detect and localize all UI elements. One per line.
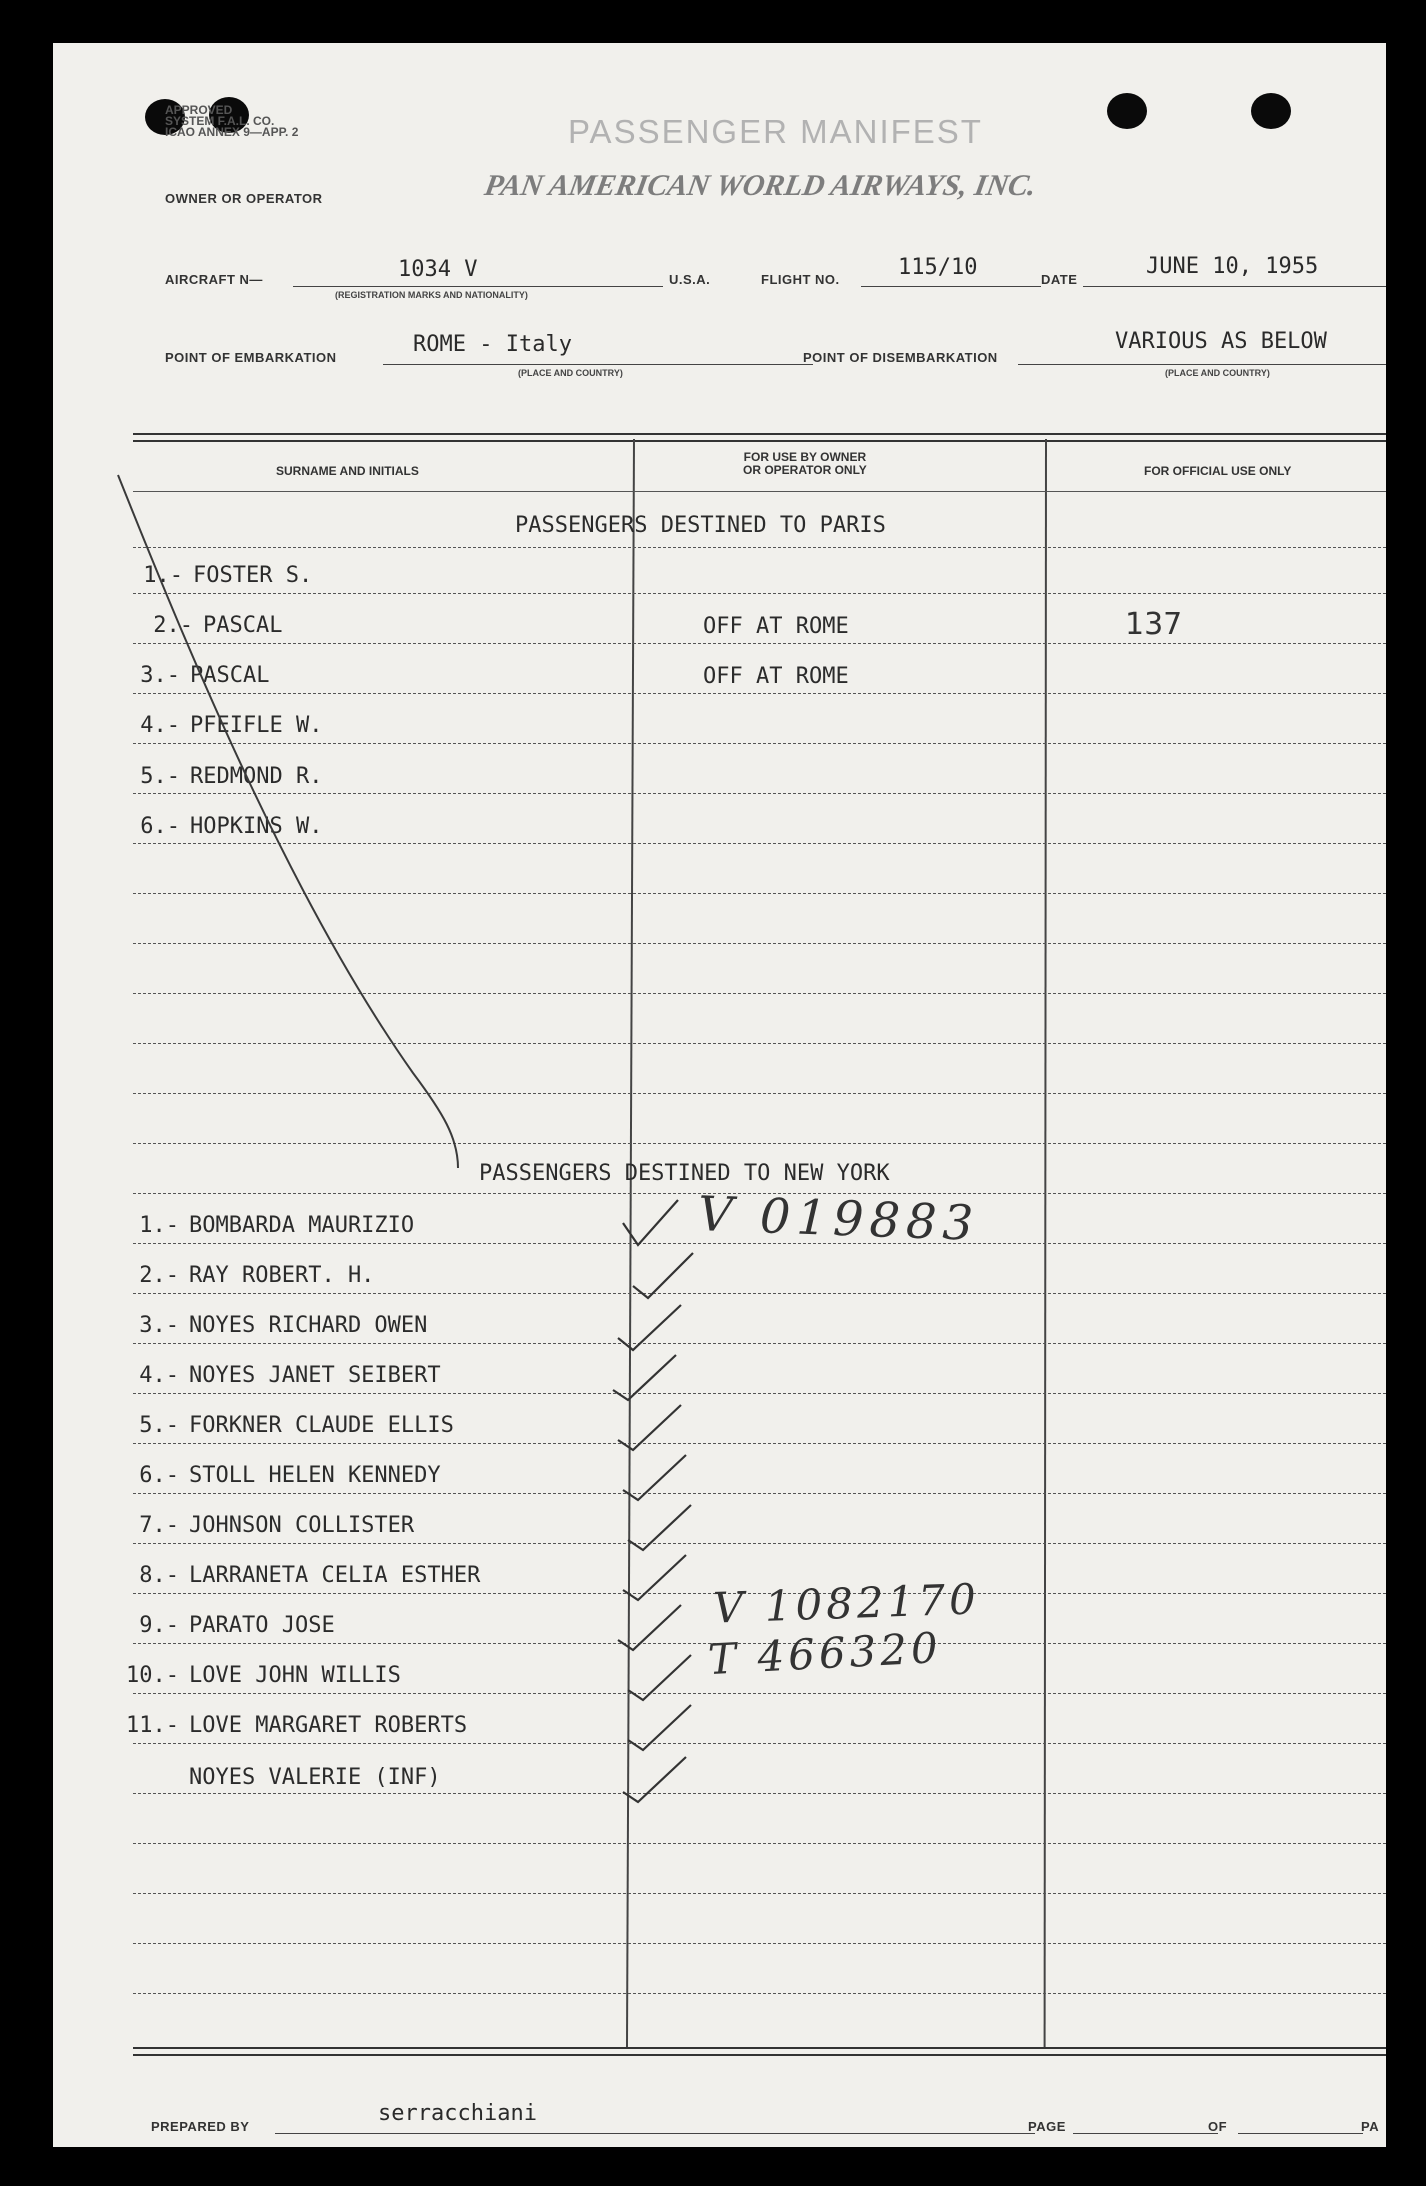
row-number: 8.- xyxy=(139,1563,179,1588)
row-number: 9.- xyxy=(139,1613,179,1638)
date-value: JUNE 10, 1955 xyxy=(1146,254,1319,279)
embark-value: ROME - Italy xyxy=(413,332,572,357)
owner-label: OWNER OR OPERATOR xyxy=(165,191,323,206)
prepared-line xyxy=(275,2133,1035,2134)
passenger-name: REDMOND R. xyxy=(190,764,323,789)
row-number: 2.- xyxy=(139,1263,179,1288)
passenger-name: PASCAL xyxy=(190,663,270,688)
embark-sub: (PLACE AND COUNTRY) xyxy=(518,368,623,378)
handwritten-note: T 466320 xyxy=(706,1622,943,1685)
passenger-name: FOSTER S. xyxy=(193,563,313,588)
flight-label: FLIGHT NO. xyxy=(761,272,840,287)
passenger-name: NOYES VALERIE (INF) xyxy=(189,1765,441,1790)
aircraft-label: AIRCRAFT N— xyxy=(165,272,263,287)
usa-label: U.S.A. xyxy=(669,272,711,287)
owner-note: OFF AT ROME xyxy=(703,664,849,689)
section-heading-newyork: PASSENGERS DESTINED TO NEW YORK xyxy=(479,1161,890,1186)
stamp-line: APPROVED xyxy=(165,103,233,117)
official-entry: 137 xyxy=(1125,607,1183,642)
row-number: 3.- xyxy=(140,663,180,688)
form-title: PASSENGER MANIFEST xyxy=(568,113,983,150)
row-number: 11.- xyxy=(126,1713,179,1738)
disembark-value: VARIOUS AS BELOW xyxy=(1115,329,1327,354)
disembark-sub: (PLACE AND COUNTRY) xyxy=(1165,368,1270,378)
aircraft-sub: (REGISTRATION MARKS AND NATIONALITY) xyxy=(335,290,528,300)
row-number: 4.- xyxy=(139,1363,179,1388)
row-number: 3.- xyxy=(139,1313,179,1338)
row-number: 4.- xyxy=(140,713,180,738)
col-owner-header-line: FOR USE BY OWNER xyxy=(743,450,867,464)
row-number: 5.- xyxy=(139,1413,179,1438)
stamp-line: ICAO ANNEX 9—APP. 2 xyxy=(165,125,299,139)
passenger-name: HOPKINS W. xyxy=(190,814,323,839)
passenger-name: RAY ROBERT. H. xyxy=(189,1263,375,1288)
airline-name: PAN AMERICAN WORLD AIRWAYS, INC. xyxy=(482,169,1039,202)
passenger-name: PASCAL xyxy=(203,613,283,638)
passenger-name: LOVE MARGARET ROBERTS xyxy=(189,1713,468,1738)
pen-marks xyxy=(53,43,1386,2147)
passenger-name: PFEIFLE W. xyxy=(190,713,323,738)
prepared-value: serracchiani xyxy=(378,2101,537,2126)
passenger-name: FORKNER CLAUDE ELLIS xyxy=(189,1413,454,1438)
stamp-line: SYSTEM F.A.L. CO. xyxy=(165,114,275,128)
passenger-name: JOHNSON COLLISTER xyxy=(189,1513,415,1538)
handwritten-note: V 1082170 xyxy=(712,1574,981,1633)
passenger-name: LOVE JOHN WILLIS xyxy=(189,1663,401,1688)
owner-note: OFF AT ROME xyxy=(703,614,849,639)
passenger-name: NOYES JANET SEIBERT xyxy=(189,1363,441,1388)
passenger-name: BOMBARDA MAURIZIO xyxy=(189,1213,415,1238)
page-label: PAGE xyxy=(1028,2119,1066,2134)
pages-label: PA xyxy=(1361,2119,1380,2134)
row-number: 1.- xyxy=(143,563,183,588)
row-number: 7.- xyxy=(139,1513,179,1538)
disembark-label: POINT OF DISEMBARKATION xyxy=(803,350,998,365)
embark-label: POINT OF EMBARKATION xyxy=(165,350,337,365)
row-number: 1.- xyxy=(139,1213,179,1238)
col-surname-header: SURNAME AND INITIALS xyxy=(276,464,419,478)
date-label: DATE xyxy=(1041,272,1078,287)
passenger-name: PARATO JOSE xyxy=(189,1613,335,1638)
of-label: OF xyxy=(1208,2119,1228,2134)
page-line xyxy=(1073,2133,1218,2134)
row-number: 6.- xyxy=(139,1463,179,1488)
aircraft-value: 1034 V xyxy=(398,257,478,282)
of-line xyxy=(1238,2133,1363,2134)
prepared-label: PREPARED BY xyxy=(151,2119,250,2134)
row-number: 5.- xyxy=(140,764,180,789)
passenger-name: STOLL HELEN KENNEDY xyxy=(189,1463,441,1488)
manifest-page xyxy=(53,43,1386,2147)
row-number: 2.- xyxy=(153,613,193,638)
handwritten-note: V 019883 xyxy=(697,1186,981,1252)
row-number: 6.- xyxy=(140,814,180,839)
flight-value: 115/10 xyxy=(898,255,978,280)
passenger-name: LARRANETA CELIA ESTHER xyxy=(189,1563,481,1588)
section-heading-paris: PASSENGERS DESTINED TO PARIS xyxy=(515,513,886,538)
passenger-name: NOYES RICHARD OWEN xyxy=(189,1313,428,1338)
col-official-header: FOR OFFICIAL USE ONLY xyxy=(1144,464,1292,478)
row-number: 10.- xyxy=(126,1663,179,1688)
col-owner-header-line: OR OPERATOR ONLY xyxy=(743,463,867,477)
